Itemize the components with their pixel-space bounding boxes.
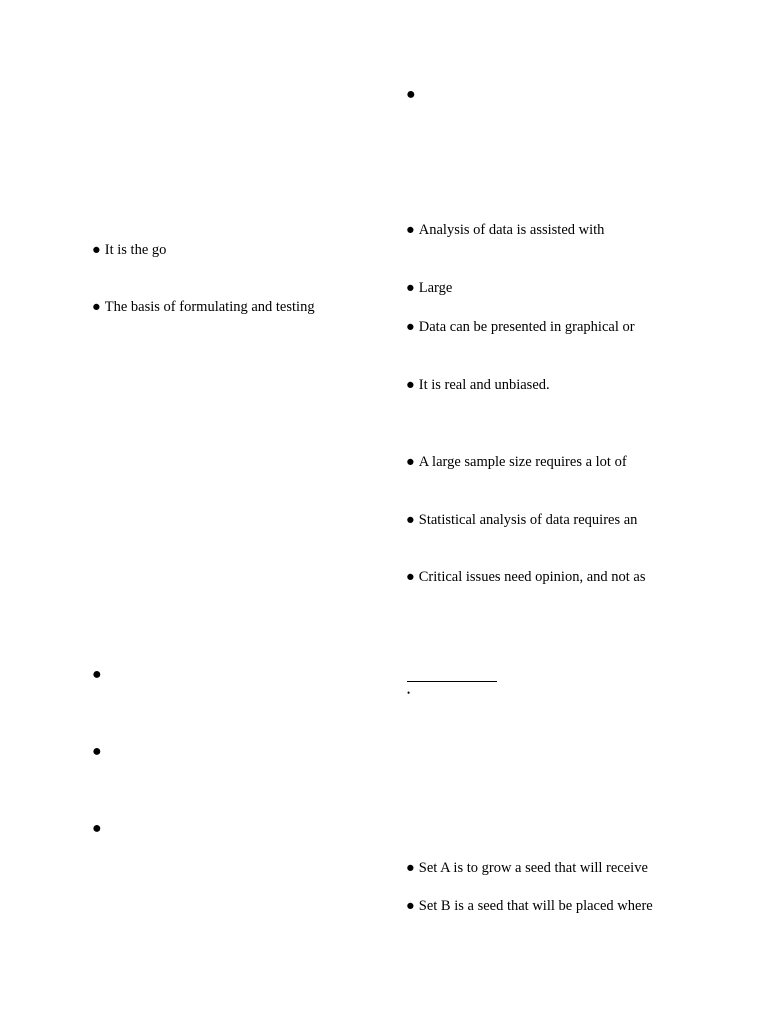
horizontal-rule [407,681,497,682]
list-item-text: Large [418,280,453,296]
list-item-text: Set A is to grow a seed that will receive [418,860,648,876]
bullet-marker: ● [406,222,415,238]
list-item [406,568,646,586]
list-item-text: It is the go [104,242,167,258]
bullet-marker: ● [92,242,101,258]
list-item [406,279,452,297]
bullet-marker: ● [406,512,415,528]
list-item-text: Data can be presented in graphical or [418,319,635,335]
list-item-text: It is real and unbiased. [418,377,550,393]
list-item [406,221,604,239]
bullet-marker: ● [92,666,102,683]
bullet-marker: ● [406,454,415,470]
list-item [406,511,637,529]
list-item [406,453,627,471]
bullet-marker: ● [92,743,102,760]
bullet-marker: ● [406,319,415,335]
bullet-marker: ● [406,569,415,585]
list-item-text: Analysis of data is assisted with [418,222,605,238]
list-item-text: The basis of formulating and testing [104,299,315,315]
list-item-text: A large sample size requires a lot of [418,454,627,470]
list-item [92,298,315,316]
bullet-marker: ● [92,299,101,315]
bullet-marker: ● [406,377,415,393]
list-item-text: Critical issues need opinion, and not as [418,569,646,585]
bullet-marker: ● [406,860,415,876]
list-item-text: Set B is a seed that will be placed where [418,898,653,914]
bullet-marker: ● [92,820,102,837]
list-item [406,897,653,915]
small-bullet-marker: • [407,688,411,698]
bullet-marker: ● [406,280,415,296]
list-item [406,859,648,877]
bullet-marker: ● [406,86,416,103]
bullet-marker: ● [406,898,415,914]
list-item-text: Statistical analysis of data requires an [418,512,638,528]
list-item [406,318,635,336]
list-item [406,376,550,394]
list-item [92,241,166,259]
